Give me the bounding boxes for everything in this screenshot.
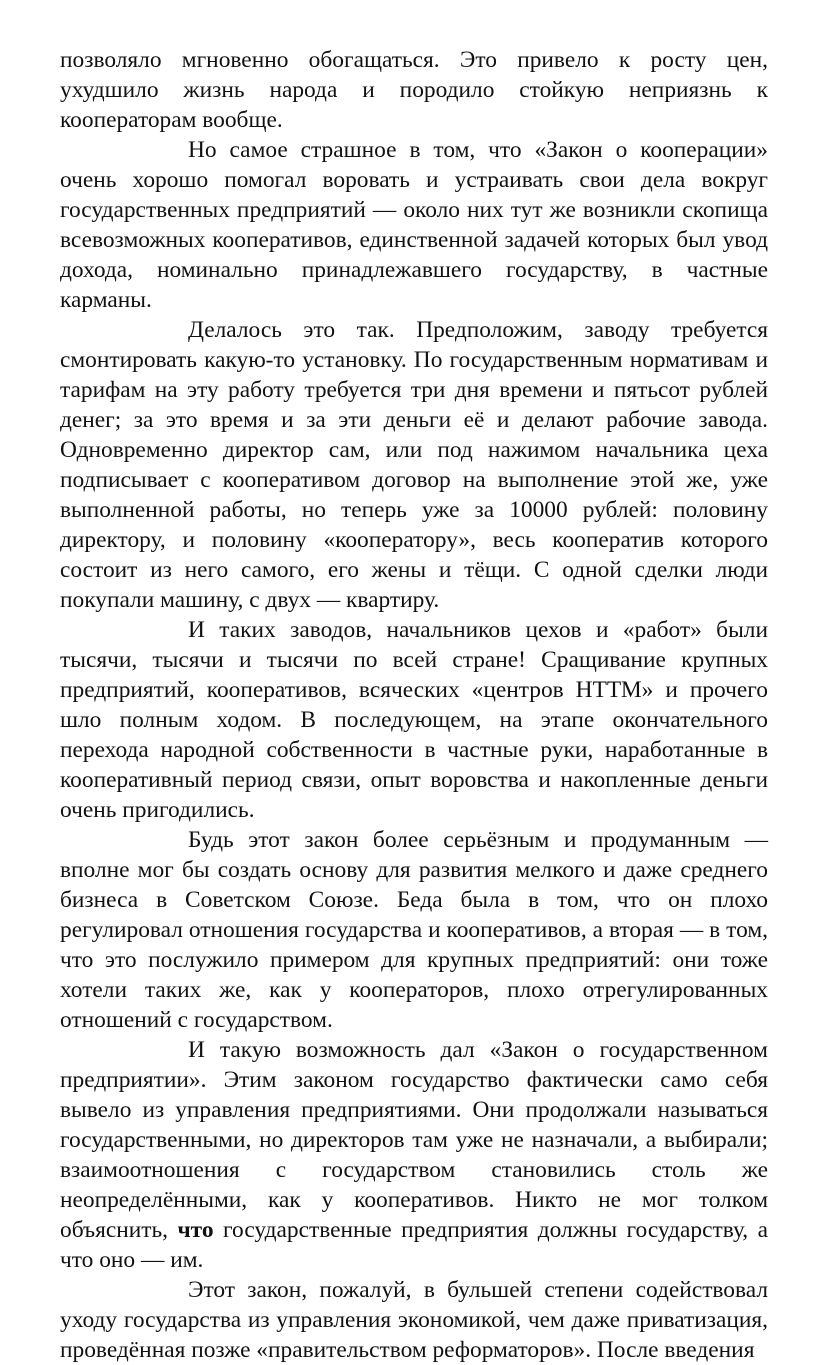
paragraph-text-part-2: государственные предприятия должны государству, а что оно — им. [60, 1217, 768, 1273]
paragraph-law-could-have: Будь этот закон более серьёзным и продуманным — вполне мог бы создать основу для развития мелкого и даже среднего бизнеса в Советском Союзе. Беда была в том, что он плохо регулировал отношения государства и кооперативов, а вторая — в том, что это послужило примером для крупных предприятий: они тоже хотели таких же, как у кооператоров, плохо отрегулированных отношений с государством. [60, 827, 768, 1033]
emphasis-word: что [177, 1217, 214, 1243]
paragraph-continued: позволяло мгновенно обогащаться. Это привело к росту цен, ухудшило жизнь народа и породило стойкую неприязнь к кооператорам вообще. [60, 47, 768, 133]
paragraph-cooperation-law: Но самое страшное в том, что «Закон о кооперации» очень хорошо помогал воровать и устраивать свои дела вокруг государственных предприятий — около них тут же возникли скопища всевозможных кооперативов, единственной задачей которых был увод дохода, номинально принадлежавшего государству, в частные карманы. [60, 137, 768, 313]
paragraph-thousands-of-plants: И таких заводов, начальников цехов и «работ» были тысячи, тысячи и тысячи по всей стране! Сращивание крупных предприятий, кооперативов, всяческих «центров НТТМ» и прочего шло полным ходом. В последующем, на этапе окончательного перехода народной собственности в частные руки, наработанные в кооперативный период связи, опыт воровства и накопленные деньги очень пригодились. [60, 617, 768, 823]
paragraph-state-enterprise-law [60, 1035, 768, 1275]
document-page [60, 45, 768, 1365]
paragraph-text-part-1: И такую возможность дал «Закон о государственном предприятии». Этим законом государство фактически само себя вывело из управления предприятиями. Они продолжали называться государственными, но директоров там уже не назначали, а выбирали; взаимоотношения с государством становились столь же неопределёнными, как у кооперативов. Никто не мог толком объяснить, [60, 1037, 768, 1243]
paragraph-how-it-was-done: Делалось это так. Предположим, заводу требуется смонтировать какую-то установку. По государственным нормативам и тарифам на эту работу требуется три дня времени и пятьсот рублей денег; за это время и за эти деньги её и делают рабочие завода. Одновременно директор сам, или под нажимом начальника цеха подписывает с кооперативом договор на выполнение этой же, уже выполненной работы, но теперь уже за 10000 рублей: половину директору, и половину «кооператору», весь кооператив которого состоит из него самого, его жены и тёщи. С одной сделки люди покупали машину, с двух — квартиру. [60, 317, 768, 613]
paragraph-law-contributed: Этот закон, пожалуй, в бульшей степени содействовал уходу государства из управления экономикой, чем даже приватизация, проведённая позже «правительством реформаторов». После введения [60, 1277, 768, 1363]
